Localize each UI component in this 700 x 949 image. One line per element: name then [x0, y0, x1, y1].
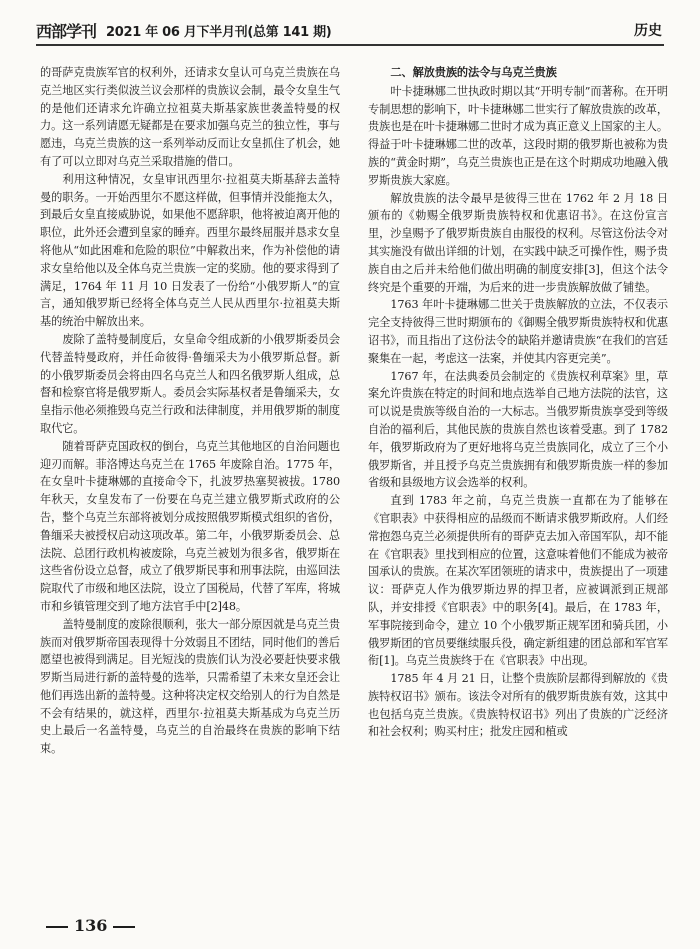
page-footer [40, 916, 141, 935]
paragraph: 解放贵族的法令最早是彼得三世在 1762 年 2 月 18 日颁布的《勅赐全俄罗斯贵族特权和优惠诏书》。在这份宣言里，沙皇赐予了俄罗斯贵族自由服役的权利。尽管这份法令对其实施没有做出详细的计划，在实践中缺乏可操作性，赐予贵族自由之后并未给他们做出明确的制度安排[3]，但这个法令终究是个重要的开端，为后来的进一步贵族解放做了铺垫。 [368, 191, 668, 294]
journal-logo: 西部学刊 [36, 22, 97, 41]
paragraph: 废除了盖特曼制度后，女皇命令组成新的小俄罗斯委员会代替盖特曼政府，并任命彼得·鲁缅采夫为小俄罗斯总督。新的小俄罗斯委员会将由四名乌克兰人和四名俄罗斯人组成，总督和检察官将是俄罗斯人。委员会实际基权者是鲁缅采夫，女皇指示他必须推毁乌克兰行政和法律制度，并用俄罗斯的制度取代它。 [40, 332, 340, 435]
section-title: 历史 [634, 23, 662, 39]
footer-dash [113, 926, 135, 928]
paragraph: 利用这种情况，女皇审讯西里尔·拉祖莫夫斯基辞去盖特曼的职务。一开始西里尔不愿这样做，但事情并没能拖太久，到最后女皇直接威胁说，如果他不愿辞职，他将被迫离开他的职位，此外还会遭到皇家的睡弃。西里尔最终屈服并恳求女皇将他从“如此困难和危险的职位”中解救出来，作为补偿他的请求女皇给他以及全体乌克兰贵族一定的奖励。他的要求得到了满足，1764 年 11 月 10 日发表了一份给“小俄罗斯人”的宣言，通知俄罗斯已经将全体乌克兰人民从西里尔·拉祖莫夫斯基的统治中解放出来。 [40, 172, 340, 329]
paragraph: 1763 年叶卡捷琳娜二世关于贵族解放的立法，不仅表示完全支持彼得三世时期颁布的《御赐全俄罗斯贵族特权和优惠诏书》，而且指出了这份法令的缺陷并邀请贵族“在我们的宫廷聚集在一起，考虑这一法案，并使其内容更完美”。 [368, 298, 668, 365]
section-heading: 二、解放贵族的法令与乌克兰贵族 [390, 66, 557, 79]
page-header [36, 18, 664, 46]
paragraph: 1767 年，在法典委员会制定的《贵族权利草案》里，草案允许贵族在特定的时间和地点选举自己地方法院的法官，这可以说是贵族等级自治的一大标志。当俄罗斯贵族享受到等级自治的福利后，其他民族的贵族自然也该着受惠。到了 1782 年，俄罗斯政府为了更好地将乌克兰贵族同化，成立了三个小俄罗斯省，并且授予乌克兰贵族拥有和俄罗斯贵族一样的参加省级和县级地方议会选举的权利。 [368, 369, 668, 490]
footer-dash [46, 926, 68, 928]
issue-info: 2021 年 06 月下半月刊(总第 141 期) [106, 25, 332, 40]
page-number: 136 [74, 916, 108, 935]
left-column [40, 64, 340, 758]
paragraph: 的哥萨克贵族军官的权利外，还请求女皇认可乌克兰贵族在乌克兰地区实行类似波兰议会那样的贵族议会制，最令女皇生气的是他们还请求允许确立拉祖莫夫斯基家族世袭盖特曼的权力。这一系列请愿无疑都是在要求加强乌克兰的独立性，事与愿违，乌克兰贵族的这一系列举动反而让女皇抓住了机会，她有了可以立即对乌克兰采取措施的借口。 [40, 66, 340, 168]
paragraph: 随着哥萨克国政权的倒台，乌克兰其他地区的自治问题也迎刃而解。菲洛博达乌克兰在 1765 年废除自治。1775 年，在女皇叶卡捷琳娜的直接命令下，扎波罗热塞契被拔。1780 年秋天，女皇发布了一份要在乌克兰建立俄罗斯式政府的公告，整个乌克兰东部将被划分成按照俄罗斯模式组织的省份，鲁缅采夫被授权启动这项改革。第二年，小俄罗斯委员会、总法院、总团行政机构被废除，乌克兰被划为很多省，俄罗斯在这些省份设立总督，成立了俄罗斯民事和刑事法院，由巡回法院取代了市级和地区法院，设立了国税局，代替了军库，将城市和乡镇管理交到了地方法官手中[2]48。 [40, 439, 340, 613]
paragraph: 盖特曼制度的废除很顺利，张大一部分原因就是乌克兰贵族而对俄罗斯帝国表现得十分效弱且不团结，同时他们的善后愿望也被得到满足。目光短浅的贵族们认为没必要赶快要求俄罗斯当局进行新的盖特曼的选举，只需希望了未来女皇还会让他们再选出新的盖特曼。这种将决定权交给别人的行为自然是不会有结果的，就这样，西里尔·拉祖莫夫斯基成为乌克兰历史上最后一名盖特曼，乌克兰的自治最终在贵族的影响下结束。 [40, 617, 340, 756]
paragraph: 叶卡捷琳娜二世执政时期以其“开明专制”而著称。在开明专制思想的影响下，叶卡捷琳娜二世实行了解放贵族的改革，贵族也是在叶卡捷琳娜二世时才成为真正意义上国家的主人。得益于叶卡捷琳娜二世的改革，这段时期的俄罗斯也被称为贵族的“黄金时期”，乌克兰贵族也正是在这个时期成功地融入俄罗斯贵族大家庭。 [368, 84, 668, 187]
paragraph: 1785 年 4 月 21 日，让整个贵族阶层都得到解放的《贵族特权诏书》颁布。该法令对所有的俄罗斯贵族有效，这其中也包括乌克兰贵族。《贵族特权诏书》列出了贵族的广泛经济和社会权利；购买村庄；批发庄园和植或 [368, 672, 668, 739]
paragraph: 直到 1783 年之前，乌克兰贵族一直都在为了能够在《官职表》中获得相应的品级而不断请求俄罗斯政府。人们经常抱怨乌克兰必须提供所有的哥萨克去加入帝国军队，却不能在《官职表》里找到相应的位置，这意味着他们不能成为被帝国承认的贵族。在某次军团领班的请求中，贵族提出了一项建议：哥萨克人作为俄罗斯边界的捍卫者，应被调派到正规部队，并安排授《官职表》中的职务[4]。最后，在 1783 年，军事院接到命令，建立 10 个小俄罗斯正规军团和骑兵团，小俄罗斯团的官员要继续服兵役，确定新组建的团总部和军官军衔[1]。乌克兰贵族终于在《官职表》中出现。 [368, 494, 668, 668]
right-column [368, 64, 668, 741]
